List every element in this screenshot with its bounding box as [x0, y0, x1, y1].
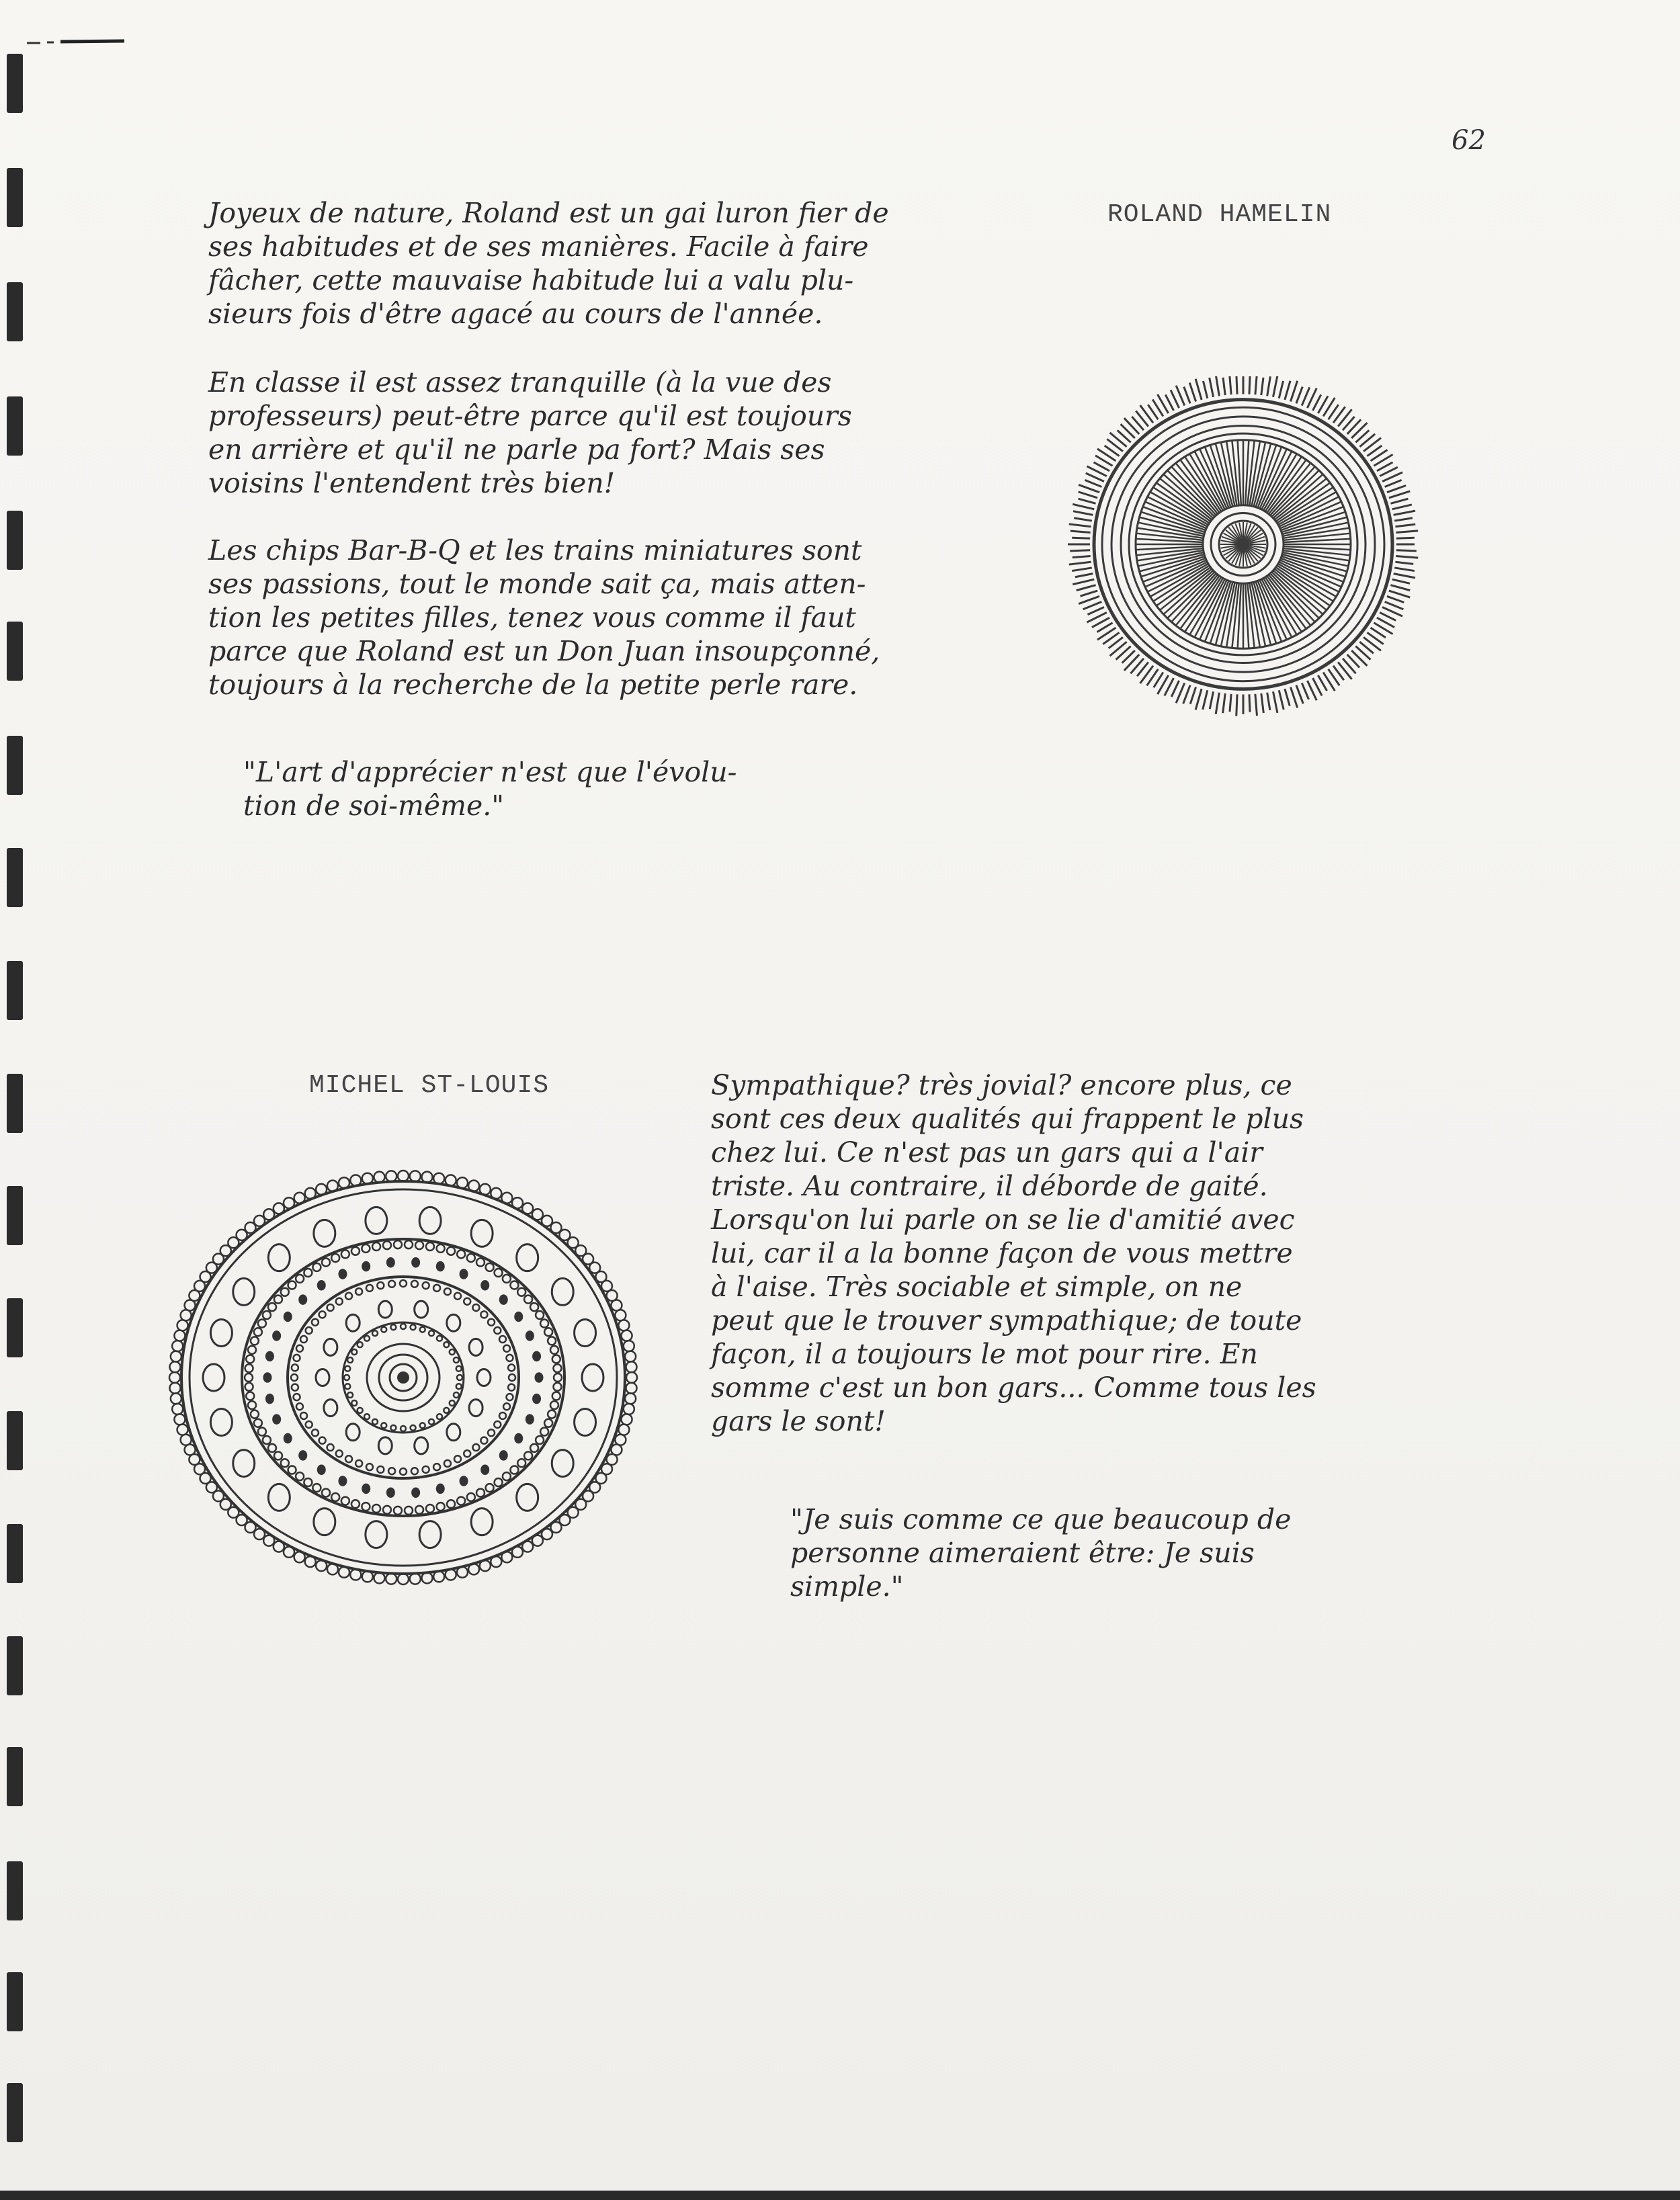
michel-paragraph-1: Sympathique? très jovial? encore plus, ce sont ces deux qualités qui frappent le plus chez lui. Ce n'est pas un gars qui a l'air triste. Au contraire, il déborde de gaité. Lorsqu'on lui parle on se lie d'amitié avec lui, car il a la bonne façon de vous mettre à l'aise. Très sociable et simple, on ne peut que le trouver sympathique; de toute façon, il a toujours le mot pour rire. En somme c'est un bon gars... Comme tous les gars le sont! [711, 1069, 1316, 1437]
student-name-roland: ROLAND HAMELIN [1107, 200, 1332, 229]
binding-hole [7, 1524, 23, 1583]
binding-hole [7, 736, 23, 795]
binding-hole [7, 1861, 23, 1920]
roland-paragraph-1: Joyeux de nature, Roland est un gai luron fier de ses habitudes et de ses manières. Facile à faire fâcher, cette mauvaise habitude lui a valu plu- sieurs fois d'être agacé au cours de l'année. [208, 197, 889, 330]
roland-paragraph-3: Les chips Bar-B-Q et les trains miniatures sont ses passions, tout le monde sait ça, mais atten- tion les petites filles, tenez vous comme il faut parce que Roland est un Don Juan insoupçonné, toujours à la recherche de la petite perle rare. [208, 534, 880, 701]
binding-hole [7, 1972, 23, 2031]
binding-hole [7, 168, 23, 227]
binding-hole [7, 622, 23, 681]
michel-mandala-drawing [161, 1156, 645, 1599]
page-bottom-edge [0, 2191, 1680, 2200]
binding-hole [7, 1747, 23, 1806]
binding-hole [7, 1298, 23, 1357]
binding-hole [7, 396, 23, 456]
page-number: 62 [1452, 125, 1486, 156]
roland-mandala-drawing [1062, 376, 1425, 732]
roland-quote: "L'art d'apprécier n'est que l'évolu- tion de soi-même." [243, 756, 737, 822]
binding-hole [7, 54, 23, 113]
binding-hole [7, 2083, 23, 2142]
student-name-michel: MICHEL ST-LOUIS [309, 1071, 550, 1100]
binding-hole [7, 511, 23, 570]
michel-quote: "Je suis comme ce que beaucoup de personne aimeraient être: Je suis simple." [790, 1503, 1292, 1603]
spiral-binding [0, 0, 27, 2200]
top-pen-mark [27, 39, 128, 46]
binding-hole [7, 282, 23, 341]
binding-hole [7, 1636, 23, 1695]
binding-hole [7, 1186, 23, 1245]
binding-hole [7, 1411, 23, 1470]
binding-hole [7, 1074, 23, 1133]
binding-hole [7, 961, 23, 1020]
binding-hole [7, 848, 23, 907]
roland-paragraph-2: En classe il est assez tranquille (à la vue des professeurs) peut-être parce qu'il est toujours en arrière et qu'il ne parle pa fort? Mais ses voisins l'entendent très bien! [208, 366, 852, 499]
